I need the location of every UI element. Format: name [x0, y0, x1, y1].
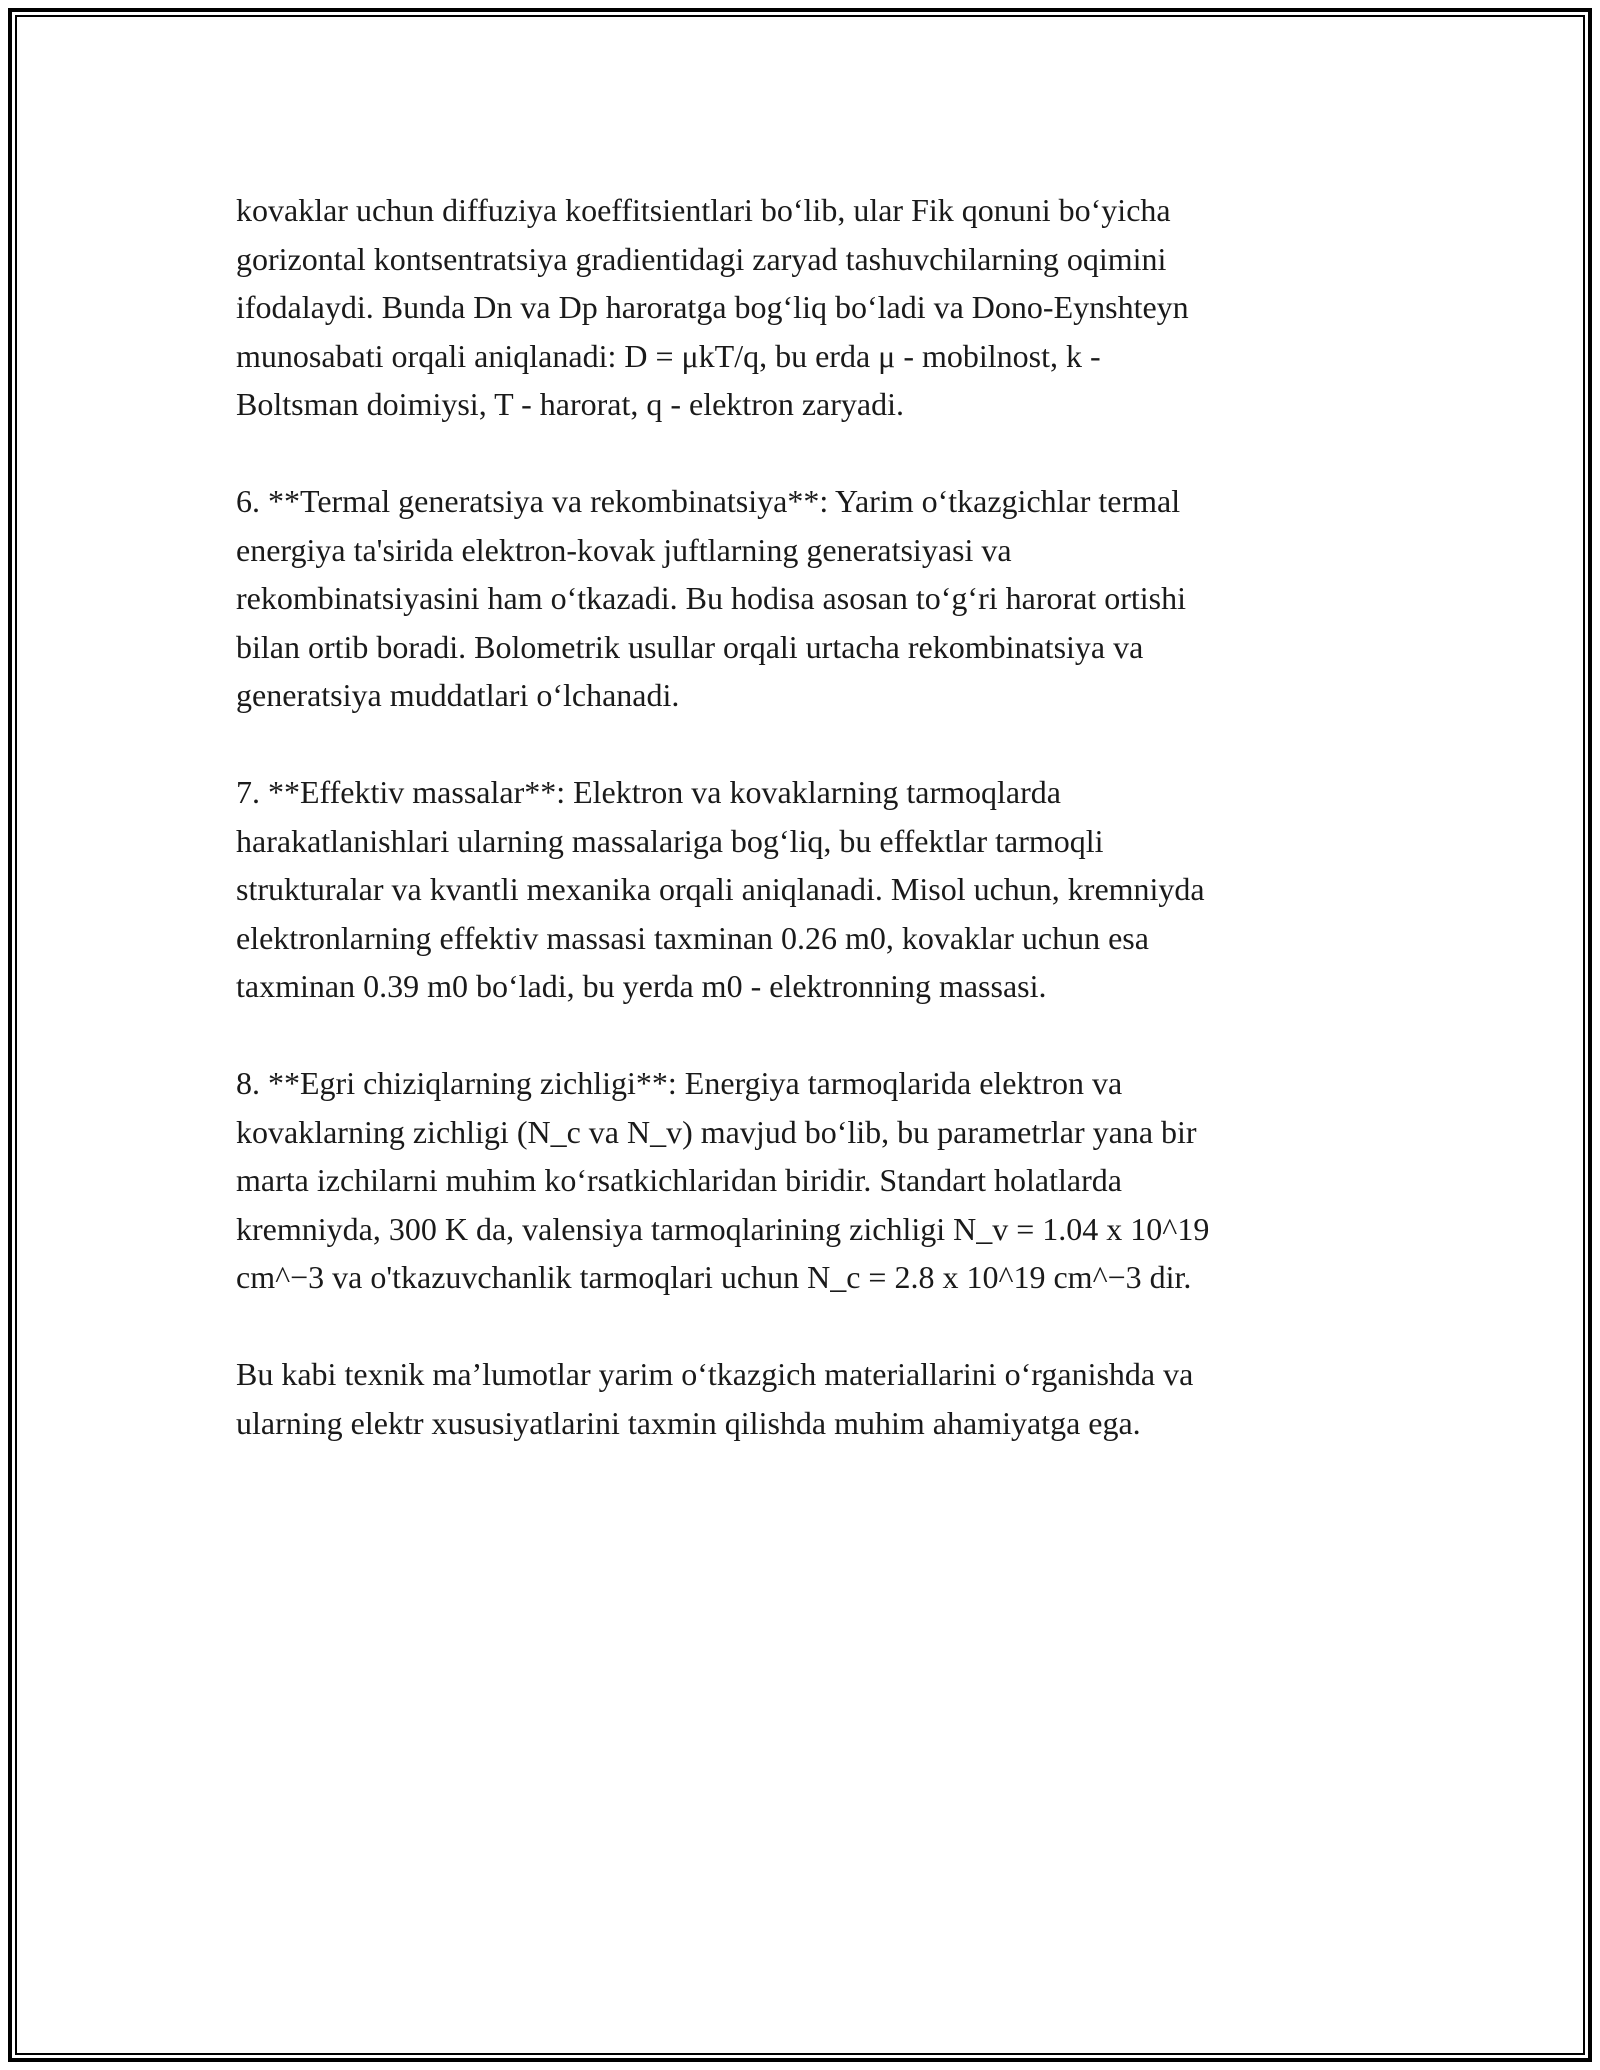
document-body [236, 186, 1376, 1496]
paragraph-conclusion: Bu kabi texnik ma’lumotlar yarim o‘tkazgich materiallarini o‘rganishda va ularning elektr xususiyatlarini taxmin qilishda muhim ahamiyatga ega. [236, 1356, 1194, 1441]
paragraph-density-of-states: 8. **Egri chiziqlarning zichligi**: Energiya tarmoqlarida elektron va kovaklarning zichligi (N_c va N_v) mavjud bo‘lib, bu parametrlar yana bir marta izchilarni muhim ko‘rsatkichlaridan biridir. Standart holatlarda kremniyda, 300 K da, valensiya tarmoqlarining zichligi N_v = 1.04 x 10^19 cm^−3 va o'tkazuvchanlik tarmoqlari uchun N_c = 2.8 x 10^19 cm^−3 dir. [236, 1065, 1210, 1295]
paragraph-diffusion: kovaklar uchun diffuziya koeffitsientlari bo‘lib, ular Fik qonuni bo‘yicha gorizontal kontsentratsiya gradientidagi zaryad tashuvchilarning oqimini ifodalaydi. Bunda Dn va Dp haroratga bog‘liq bo‘ladi va Dono-Eynshteyn munosabati orqali aniqlanadi: D = μkT/q, bu erda μ - mobilnost, k - Boltsman doimiysi, T - harorat, q - elektron zaryadi. [236, 192, 1189, 422]
paragraph-effective-mass: 7. **Effektiv massalar**: Elektron va kovaklarning tarmoqlarda harakatlanishlari ularning massalariga bog‘liq, bu effektlar tarmoqli strukturalar va kvantli mexanika orqali aniqlanadi. Misol uchun, kremniyda elektronlarning effektiv massasi taxminan 0.26 m0, kovaklar uchun esa taxminan 0.39 m0 bo‘ladi, bu yerda m0 - elektronning massasi. [236, 774, 1205, 1004]
paragraph-thermal-generation: 6. **Termal generatsiya va rekombinatsiya**: Yarim o‘tkazgichlar termal energiya ta'sirida elektron-kovak juftlarning generatsiyasi va rekombinatsiyasini ham o‘tkazadi. Bu hodisa asosan to‘g‘ri harorat ortishi bilan ortib boradi. Bolometrik usullar orqali urtacha rekombinatsiya va generatsiya muddatlari o‘lchanadi. [236, 483, 1186, 713]
